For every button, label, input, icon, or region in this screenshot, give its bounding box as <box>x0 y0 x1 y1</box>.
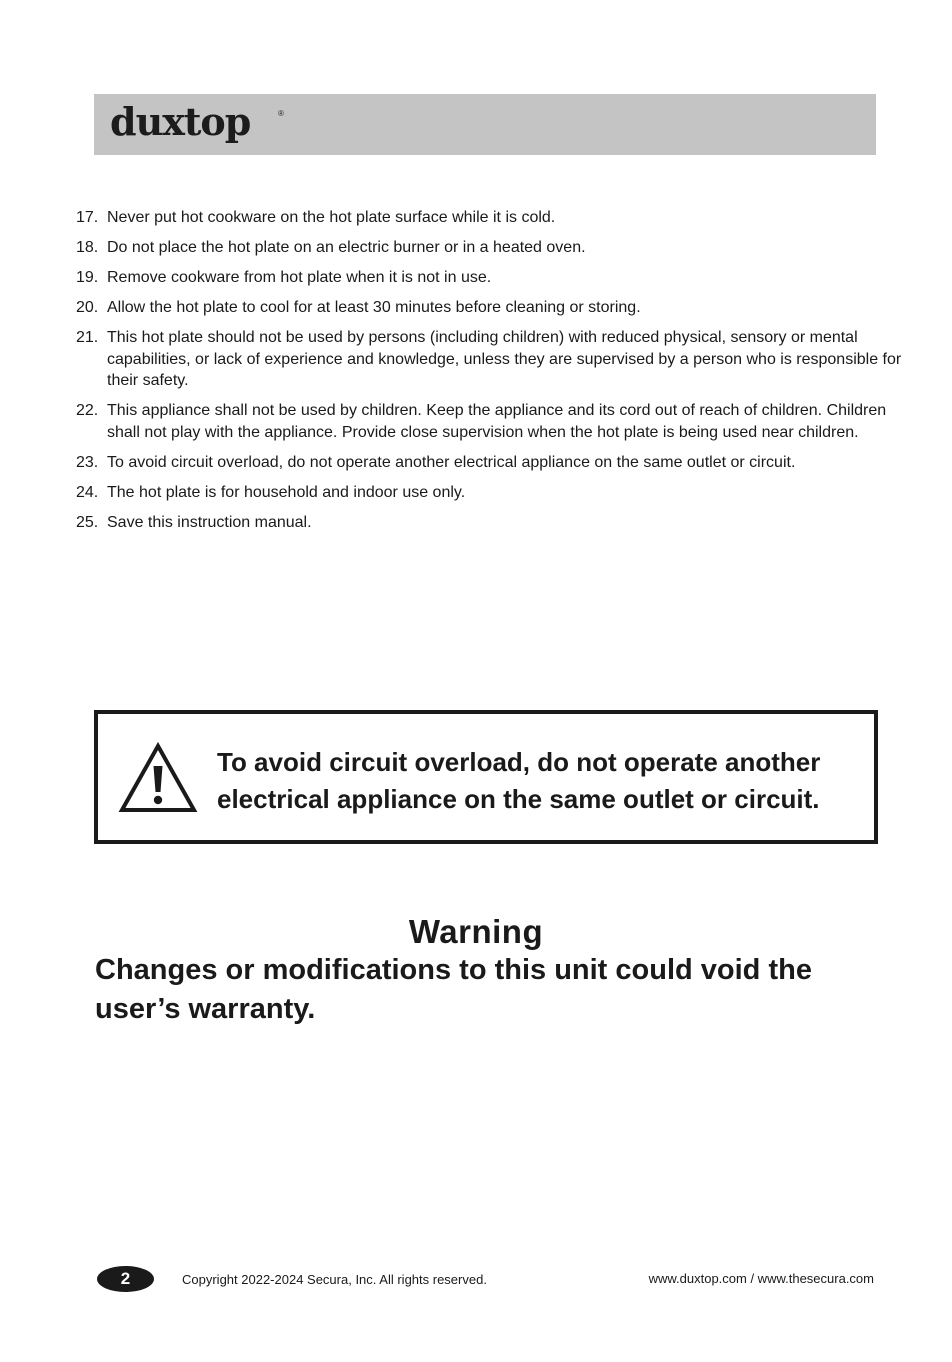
item-text: Never put hot cookware on the hot plate surface while it is cold. <box>107 209 556 226</box>
header-bar <box>94 94 876 155</box>
list-item <box>76 512 916 534</box>
item-number: 19. <box>76 269 99 286</box>
list-item <box>76 327 916 392</box>
item-text: The hot plate is for household and indoor use only. <box>107 483 466 501</box>
item-number: 20. <box>76 299 99 316</box>
website-text: www.duxtop.com / www.thesecura.com <box>648 1271 874 1286</box>
warning-triangle-icon <box>118 742 198 814</box>
item-number: 17. <box>76 209 99 226</box>
list-item <box>76 400 916 443</box>
caution-line: electrical appliance on the same outlet or circuit. <box>217 784 820 814</box>
item-number: 18. <box>76 239 99 256</box>
item-number: 24. <box>76 483 99 501</box>
warning-text: Changes or modifications to this unit could void the user’s warranty. <box>95 954 812 1025</box>
safety-instructions-list <box>76 207 916 542</box>
item-number: 23. <box>76 453 99 471</box>
item-number: 21. <box>76 329 99 346</box>
list-item <box>76 207 916 229</box>
caution-box <box>94 710 878 844</box>
duxtop-logo: duxtop <box>110 99 251 144</box>
list-item <box>76 452 916 474</box>
item-text: Allow the hot plate to cool for at least 30 minutes before cleaning or storing. <box>107 299 641 316</box>
item-text: Do not place the hot plate on an electric burner or in a heated oven. <box>107 239 586 256</box>
warning-title: Warning <box>408 913 544 950</box>
list-item <box>76 267 916 289</box>
caution-text <box>217 744 867 818</box>
page-number-badge: 2 <box>97 1266 154 1292</box>
item-text: This appliance shall not be used by children. Keep the appliance and its cord out of reach of children. Children shall not play with the appliance. Provide close supervision when the hot plate is being used near children. <box>107 402 887 441</box>
registered-mark: ® <box>278 109 284 118</box>
item-number: 22. <box>76 402 99 419</box>
list-item <box>76 482 916 504</box>
item-text: To avoid circuit overload, do not operate another electrical appliance on the same outlet or circuit. <box>107 453 796 471</box>
item-text: This hot plate should not be used by persons (including children) with reduced physical, sensory or mental capabilities, or lack of experience and knowledge, unless they are supervised by a person who is responsible for their safety. <box>107 329 902 389</box>
item-number: 25. <box>76 513 99 531</box>
caution-line: To avoid circuit overload, do not operate another <box>217 747 821 777</box>
item-text: Remove cookware from hot plate when it is not in use. <box>107 269 492 286</box>
list-item <box>76 297 916 319</box>
item-text: Save this instruction manual. <box>107 513 312 531</box>
copyright-text: Copyright 2022-2024 Secura, Inc. All rights reserved. <box>182 1272 487 1287</box>
list-item <box>76 237 916 259</box>
